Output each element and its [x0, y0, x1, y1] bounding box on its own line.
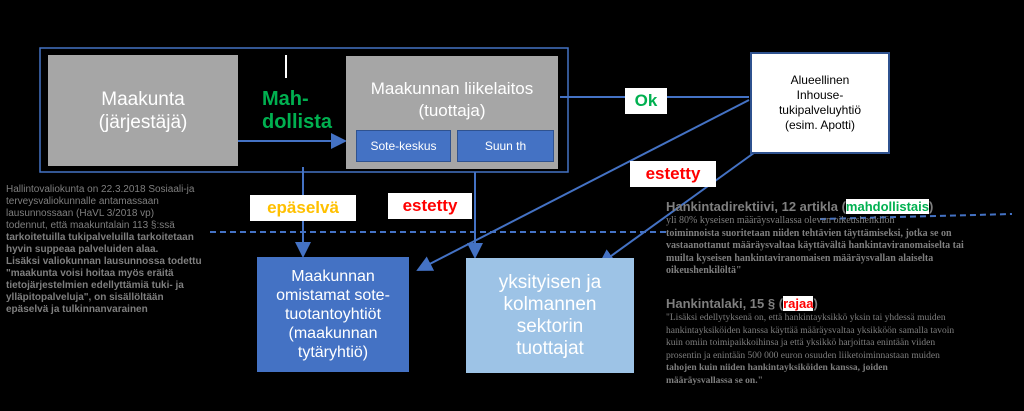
right-note-direktiivi-line: oikeushenkilöltä" — [666, 265, 742, 276]
node-yksityisen: yksityisen ja kolmannen sektorin tuottajat — [466, 258, 634, 373]
title-suffix: ) — [813, 296, 818, 311]
left-note-line: tietojärjestelmien edellyttämiä tuki- ja — [6, 280, 184, 291]
title-prefix: Hankintadirektiivi, 12 artikla ( — [666, 199, 846, 214]
right-note-hankintalaki-line: prosentin ja enintään 500 000 euron osuuden liiketoiminnastaan muiden — [666, 350, 940, 361]
right-note-direktiivi-line: vastaanottanut määräysvaltaa käyttävältä hankintaviranomaiselta tai — [666, 240, 964, 251]
right-note-direktiivi-line: yli 80% kyseisen määräysvallassa olevan oikeushenkilön — [666, 215, 895, 226]
left-note-line: hyvin suppeaa palveluiden alaa. — [6, 244, 159, 255]
node-suun-th: Suun th — [457, 130, 554, 162]
label-epaselva: epäselvä — [250, 195, 356, 221]
node-omistamat: Maakunnan omistamat sote- tuotantoyhtiöt (maakunnan tytäryhtiö) — [257, 257, 409, 372]
node-sote-keskus: Sote-keskus — [356, 130, 451, 162]
title-highlight: rajaa — [783, 296, 814, 311]
liikelaitos-label: Maakunnan liikelaitos (tuottaja) — [370, 79, 534, 120]
left-note-line: Hallintovaliokunta on 22.3.2018 Sosiaali-ja — [6, 184, 195, 195]
right-note-direktiivi — [666, 199, 1018, 278]
right-note-hankintalaki-line: "Lisäksi edellytyksenä on, että hankintayksikkö yksin tai yhdessä muiden — [666, 313, 946, 323]
right-note-hankintalaki-line: kuin omiin toimipaikkoihinsa ja että yksikkö harjoittaa enintään viiden — [666, 338, 936, 348]
label-mahdollista: Mah- dollista — [262, 88, 333, 133]
left-note-line: lausunnossaan (HaVL 3/2018 vp) — [6, 208, 155, 219]
title-prefix: Hankintalaki, 15 § ( — [666, 296, 784, 311]
left-note — [6, 184, 242, 316]
left-note-line: tarkoitetuilla tukipalveluilla tarkoitetaan — [6, 232, 194, 243]
right-note-hankintalaki-title — [666, 296, 1018, 312]
right-note-direktiivi-line: toiminnoista suoritetaan niiden tehtävien täyttämiseksi, jotka se on — [666, 227, 952, 239]
node-alueellinen: Alueellinen Inhouse- tukipalveluyhtiö (esim. Apotti) — [750, 52, 890, 154]
title-suffix: ) — [928, 199, 934, 214]
left-note-line: ylläpitopalveluja", on sisällöltään — [6, 292, 164, 303]
left-note-line: "maakunta voisi hoitaa myös eräitä — [6, 268, 174, 279]
node-maakunta: Maakunta (järjestäjä) — [48, 55, 238, 166]
right-note-direktiivi-line: muilta kyseisen hankintaviranomaisen määräysvallan alaiselta — [666, 252, 934, 264]
right-note-hankintalaki — [666, 296, 1018, 387]
label-estetty-middle: estetty — [388, 193, 472, 219]
label-estetty-right: estetty — [630, 161, 716, 187]
left-note-line: epäselvä ja tulkinnanvarainen — [6, 304, 148, 315]
title-highlight: mahdollistais — [845, 199, 929, 214]
right-note-hankintalaki-line: tahojen kuin niiden hankintayksiköiden kanssa, joiden — [666, 363, 888, 373]
node-liikelaitos — [346, 56, 558, 169]
left-note-line: todennut, että maakuntalain 113 §:ssä — [6, 220, 175, 231]
left-note-line: Lisäksi valiokunnan lausunnossa todettu — [6, 256, 202, 267]
right-note-hankintalaki-line: hankintayksiköiden kanssa käyttää määräysvaltaa yksikköön samalla tavoin — [666, 325, 955, 336]
label-ok: Ok — [625, 88, 667, 114]
left-note-line: terveysvaliokunnalle antamassaan — [6, 196, 159, 207]
right-note-hankintalaki-line: määräysvallassa se on." — [666, 375, 763, 386]
right-note-direktiivi-title — [666, 199, 1018, 215]
